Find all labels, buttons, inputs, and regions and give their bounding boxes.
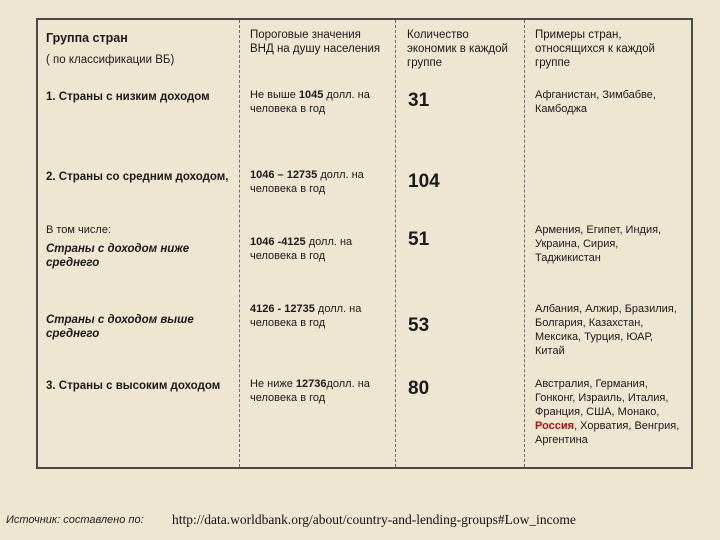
- group-middle-income: 2. Страны со средним доходом,: [46, 171, 229, 183]
- column-divider: [239, 20, 240, 467]
- count-low-income: 31: [408, 90, 430, 111]
- header-threshold: Пороговые значения ВНД на душу населения: [250, 29, 381, 55]
- group-high-income: 3. Страны с высоким доходом: [46, 380, 221, 392]
- group-upper-middle: Страны с доходом выше среднего: [46, 314, 194, 340]
- group-lower-middle: Страны с доходом ниже среднего: [46, 243, 190, 269]
- header-group-subtitle: ( по классификации ВБ): [46, 54, 175, 66]
- column-divider: [395, 20, 396, 467]
- source-url: http://data.worldbank.org/about/country-and-lending-groups#Low_income: [172, 512, 576, 527]
- count-upper-middle: 53: [408, 315, 430, 336]
- threshold-upper-middle: 4126 - 12735 долл. на человека в год: [250, 303, 362, 329]
- group-low-income: 1. Страны с низким доходом: [46, 91, 210, 103]
- threshold-middle-income: 1046 – 12735 долл. на человека в год: [250, 169, 364, 195]
- threshold-high-income: Не ниже 12736долл. на человека в год: [250, 378, 370, 404]
- count-high-income: 80: [408, 378, 430, 399]
- header-count: Количество экономик в каждой группе: [407, 29, 508, 69]
- threshold-low-income: Не выше 1045 долл. на человека в год: [250, 89, 370, 115]
- source-label: Источник: составлено по:: [6, 514, 144, 526]
- in-that-number-label: В том числе:: [46, 224, 112, 236]
- threshold-lower-middle: 1046 -4125 долл. на человека в год: [250, 236, 353, 262]
- russia-highlight: Россия: [535, 420, 575, 432]
- examples-high-income: Австралия, Германия, Гонконг, Израиль, Италия, Франция, США, Монако, Россия, Хорватия, Венгрия, Аргентина: [535, 378, 680, 446]
- column-divider: [524, 20, 525, 467]
- income-groups-table: [36, 18, 693, 469]
- header-group-title: Группа стран: [46, 31, 128, 45]
- examples-lower-middle: Армения, Египет, Индия, Украина, Сирия, Таджикистан: [535, 224, 662, 264]
- examples-upper-middle: Албания, Алжир, Бразилия, Болгария, Казахстан, Мексика, Турция, ЮАР, Китай: [535, 303, 677, 357]
- examples-low-income: Афганистан, Зимбабве, Камбоджа: [535, 89, 656, 115]
- header-examples: Примеры стран, относящихся к каждой группе: [535, 29, 655, 69]
- count-lower-middle: 51: [408, 229, 430, 250]
- count-middle-income: 104: [408, 171, 440, 192]
